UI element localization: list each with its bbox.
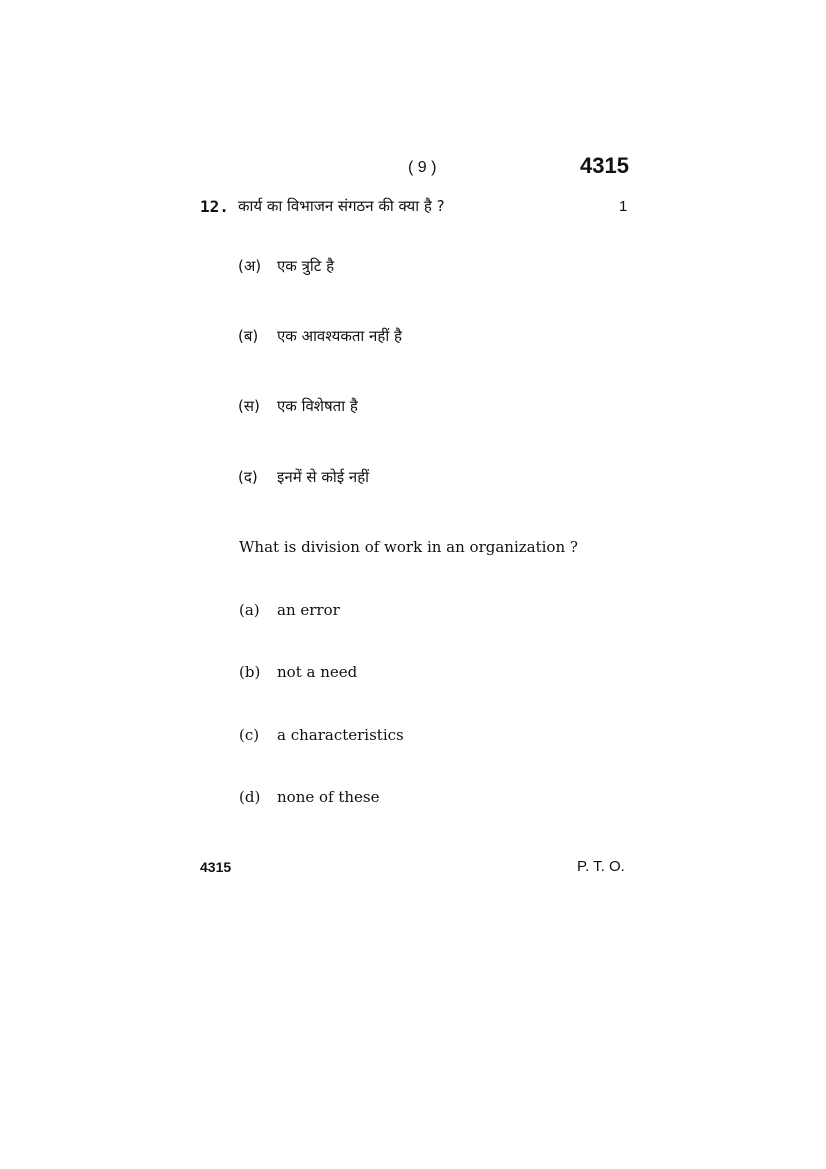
paper-code: 4315 — [580, 153, 629, 178]
option-text: not a need — [277, 663, 358, 681]
page-number: ( 9 ) — [408, 159, 437, 176]
option-text: an error — [277, 601, 340, 619]
question-text-english: What is division of work in an organization ? — [239, 538, 578, 556]
option-text: इनमें से कोई नहीं — [277, 468, 370, 486]
pto-label: P. T. O. — [577, 858, 625, 875]
option-text: एक विशेषता है — [277, 397, 358, 415]
option-label: (द) — [238, 468, 258, 486]
option-label: (स) — [238, 397, 260, 415]
option-label: (d) — [239, 788, 261, 806]
question-text-hindi: कार्य का विभाजन संगठन की क्या है ? — [238, 197, 445, 215]
question-number: 12. — [200, 197, 229, 216]
footer-paper-code: 4315 — [200, 859, 232, 875]
option-label: (c) — [239, 726, 260, 744]
option-text: a characteristics — [277, 726, 404, 744]
option-label: (अ) — [238, 257, 262, 275]
option-text: एक आवश्यकता नहीं है — [277, 327, 402, 345]
option-label: (ब) — [238, 327, 259, 345]
option-text: none of these — [277, 788, 380, 806]
option-text: एक त्रुटि है — [277, 257, 335, 275]
question-marks: 1 — [619, 198, 628, 215]
option-label: (b) — [239, 663, 261, 681]
option-label: (a) — [239, 601, 260, 619]
